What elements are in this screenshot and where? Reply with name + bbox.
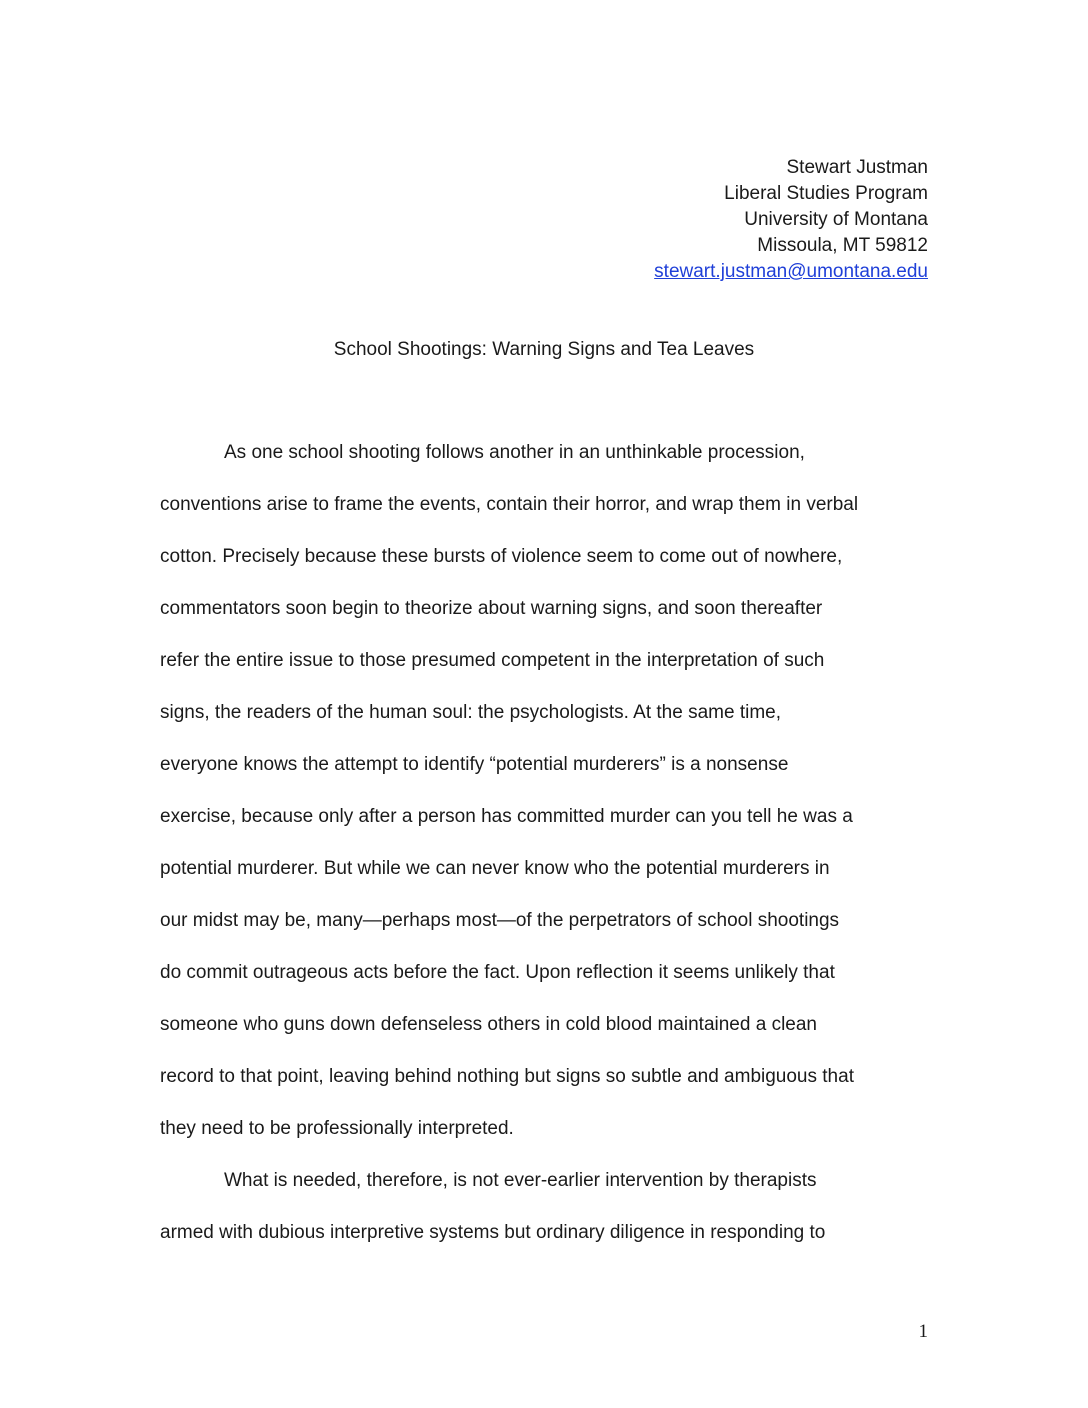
paragraph-line: our midst may be, many—perhaps most—of the perpetrators of school shootings: [160, 910, 840, 931]
city-state-zip: Missoula, MT 59812: [757, 235, 928, 256]
paragraph-line: As one school shooting follows another in an unthinkable procession,: [224, 442, 805, 463]
author-name: Stewart Justman: [786, 157, 928, 178]
paragraph-line: do commit outrageous acts before the fact. Upon reflection it seems unlikely that: [160, 962, 835, 983]
email-link[interactable]: stewart.justman@umontana.edu: [654, 261, 928, 282]
author-address-block: [428, 155, 928, 285]
paragraph-line: everyone knows the attempt to identify “potential murderers” is a nonsense: [160, 754, 789, 775]
paragraph-line: armed with dubious interpretive systems but ordinary diligence in responding to: [160, 1222, 826, 1243]
paragraph-line: record to that point, leaving behind nothing but signs so subtle and ambiguous that: [160, 1066, 854, 1087]
paragraph-line: refer the entire issue to those presumed competent in the interpretation of such: [160, 650, 825, 671]
paragraph-line: exercise, because only after a person has committed murder can you tell he was a: [160, 806, 853, 827]
paragraph-line: conventions arise to frame the events, contain their horror, and wrap them in verbal: [160, 494, 859, 515]
paragraph-line: cotton. Precisely because these bursts of violence seem to come out of nowhere,: [160, 546, 843, 567]
paragraph-line: What is needed, therefore, is not ever-earlier intervention by therapists: [224, 1170, 817, 1191]
page-number: 1: [918, 1321, 928, 1342]
paragraph-line: commentators soon begin to theorize about warning signs, and soon thereafter: [160, 598, 823, 619]
document-title: School Shootings: Warning Signs and Tea Leaves: [333, 339, 755, 360]
paragraph-line: potential murderer. But while we can never know who the potential murderers in: [160, 858, 830, 879]
document-body: [160, 439, 930, 1271]
paragraph-line: they need to be professionally interpreted.: [160, 1118, 514, 1139]
university-name: University of Montana: [744, 209, 928, 230]
program-name: Liberal Studies Program: [724, 183, 928, 204]
paragraph-line: signs, the readers of the human soul: the psychologists. At the same time,: [160, 702, 781, 723]
paragraph-line: someone who guns down defenseless others in cold blood maintained a clean: [160, 1014, 817, 1035]
